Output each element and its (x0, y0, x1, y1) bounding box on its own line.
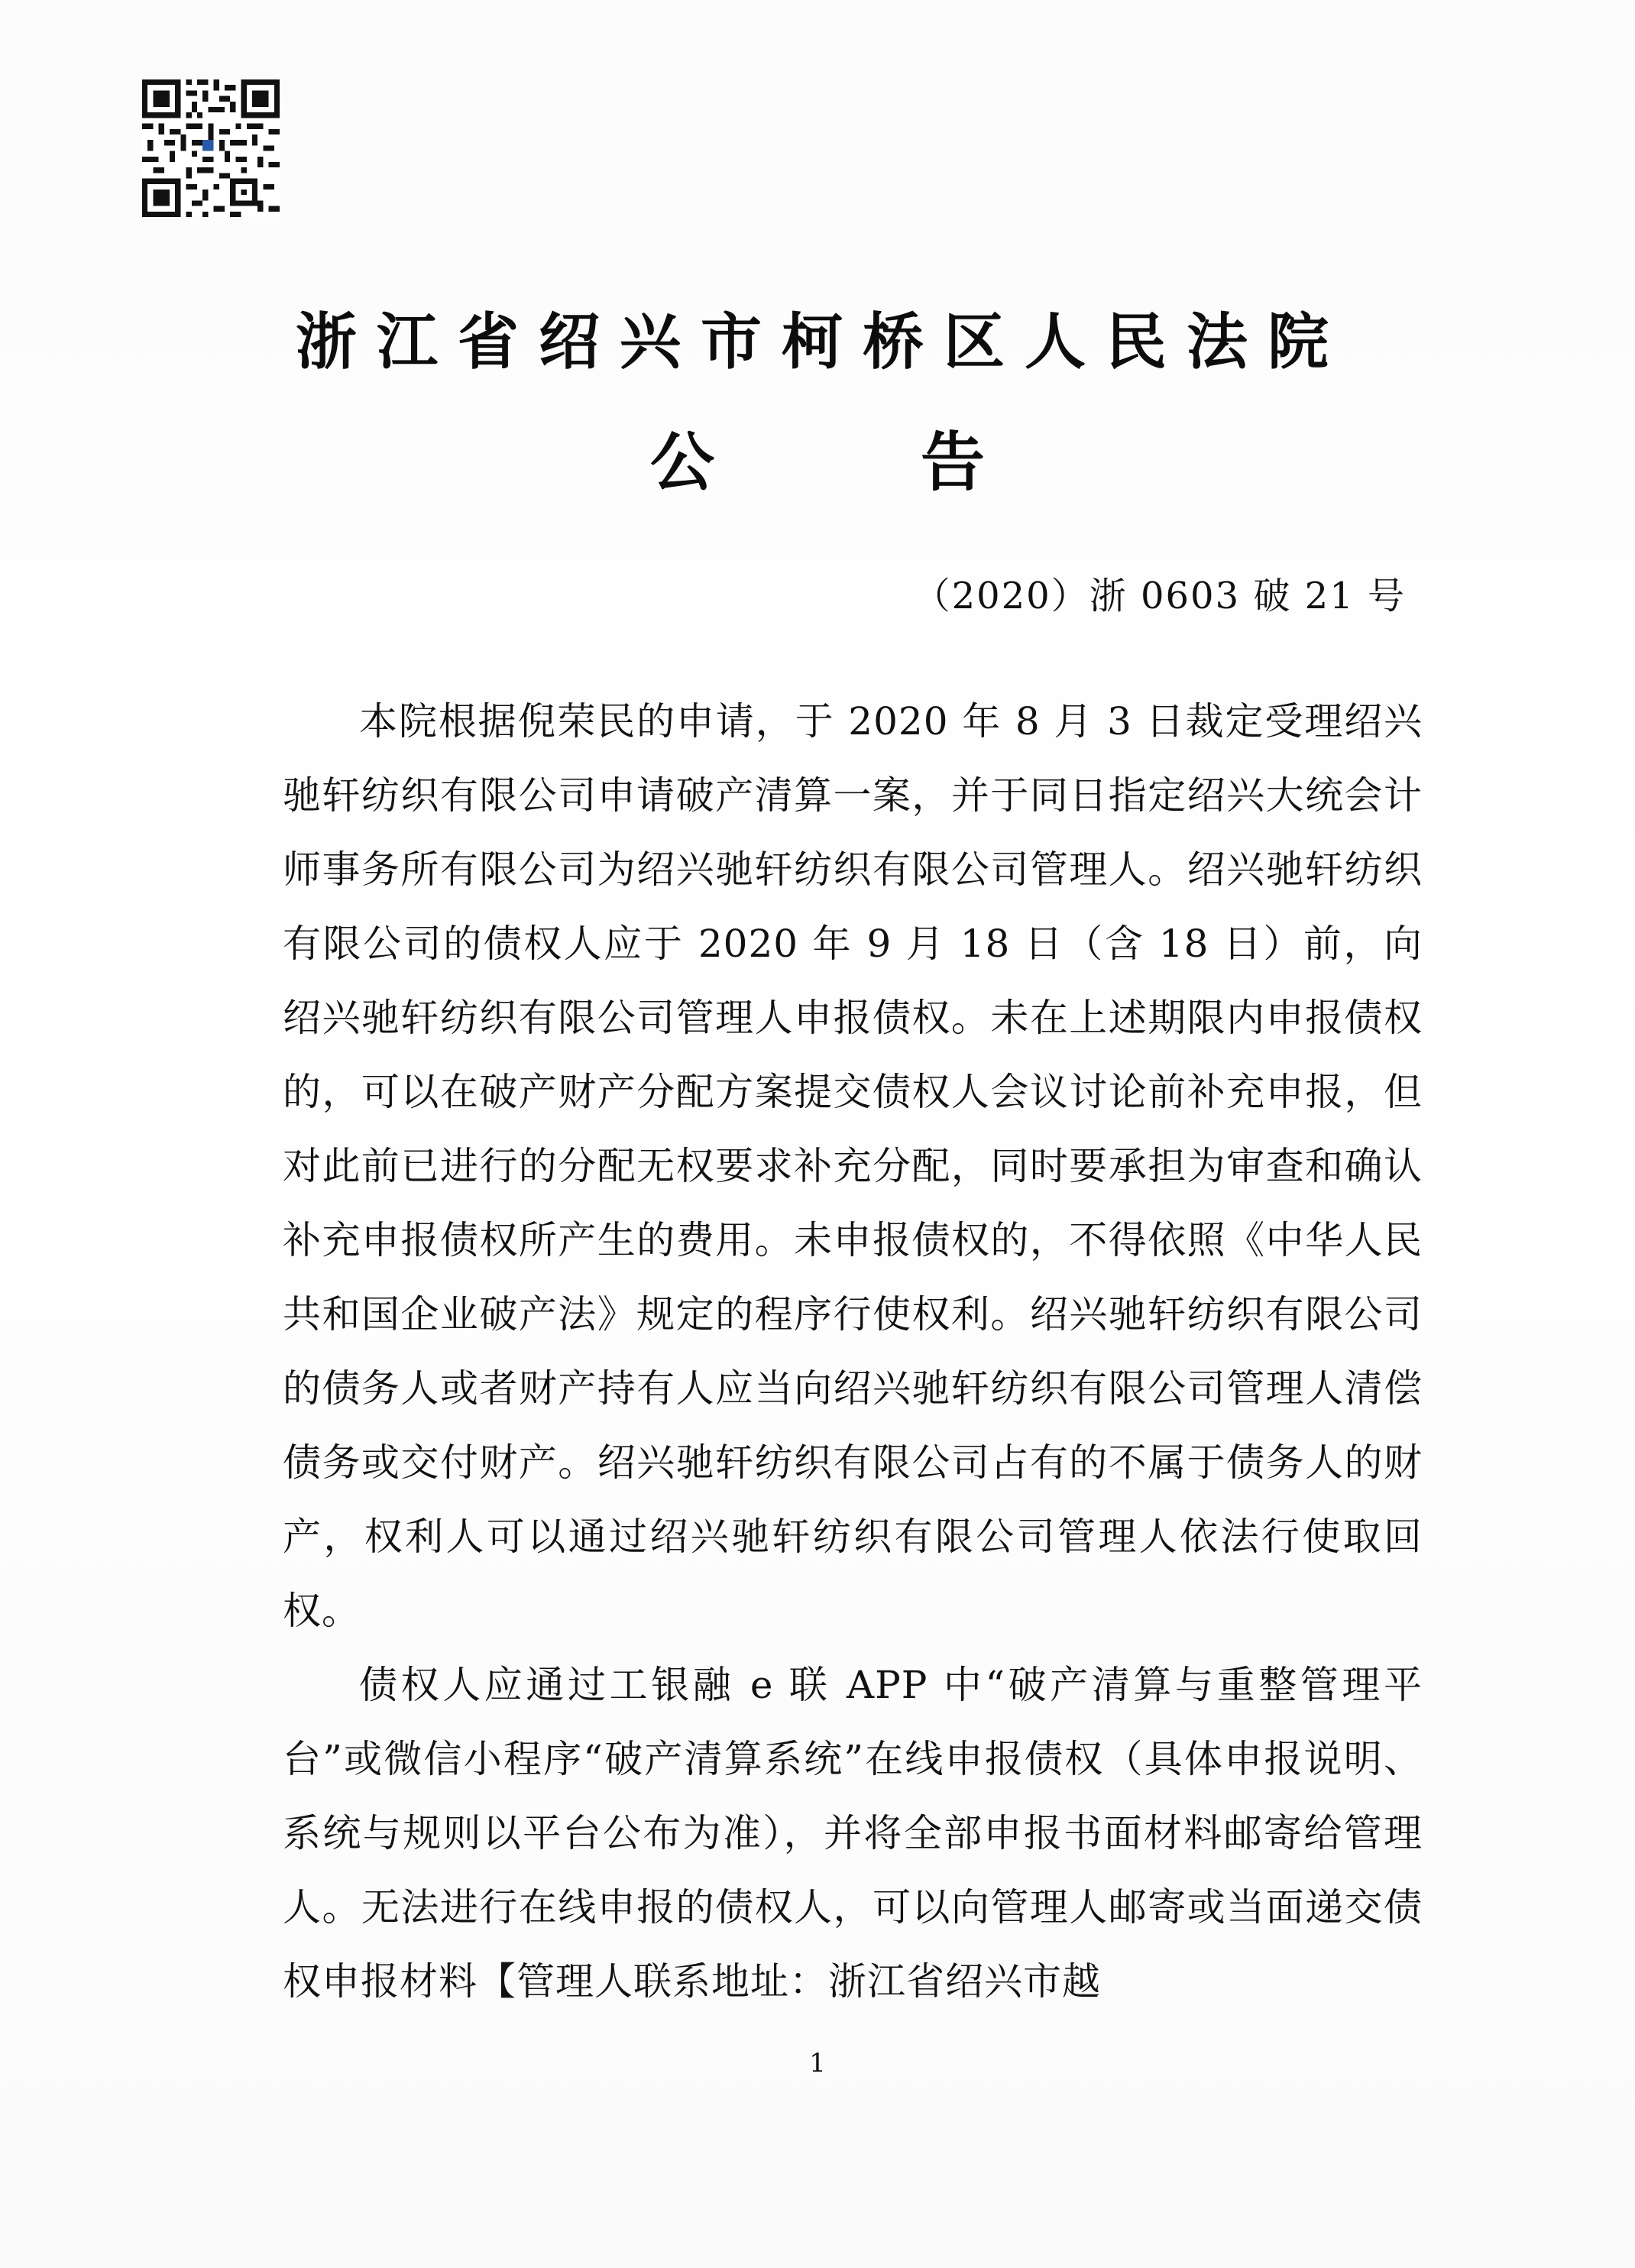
document-title (0, 420, 1635, 504)
page-number: 1 (809, 2048, 826, 2078)
court-name-heading: 浙江省绍兴市柯桥区人民法院 (296, 306, 1348, 377)
qr-code-icon (142, 79, 280, 217)
paragraph-1: 本院根据倪荣民的申请，于 2020 年 8 月 3 日裁定受理绍兴驰轩纺织有限公司申请破产清算一案，并于同日指定绍兴大统会计师事务所有限公司为绍兴驰轩纺织有限公司管理人。绍兴驰轩纺织有限公司的债权人应于 2020 年 9 月 18 日（含 18 日）前，向绍兴驰轩纺织有限公司管理人申报债权。未在上述期限内申报债权的，可以在破产财产分配方案提交债权人会议讨论前补充申报，但对此前已进行的分配无权要求补充分配，同时要承担为审查和确认补充申报债权所产生的费用。未申报债权的，不得依照《中华人民共和国企业破产法》规定的程序行使权利。绍兴驰轩纺织有限公司的债务人或者财产持有人应当向绍兴驰轩纺织有限公司管理人清偿债务或交付财产。绍兴驰轩纺织有限公司占有的不属于债务人的财产，权利人可以通过绍兴驰轩纺织有限公司管理人依法行使取回权。 (283, 699, 1423, 1633)
title-char-1: 公 (649, 425, 714, 500)
announcement-body (283, 685, 1423, 2019)
case-number: （2020）浙 0603 破 21 号 (913, 575, 1406, 617)
title-char-2: 告 (921, 425, 986, 500)
paragraph-2: 债权人应通过工银融 e 联 APP 中“破产清算与重整管理平台”或微信小程序“破产清算系统”在线申报债权（具体申报说明、系统与规则以平台公布为准），并将全部申报书面材料邮寄给管理人。无法进行在线申报的债权人，可以向管理人邮寄或当面递交债权申报材料【管理人联系地址：浙江省绍兴市越 (283, 1663, 1423, 2004)
